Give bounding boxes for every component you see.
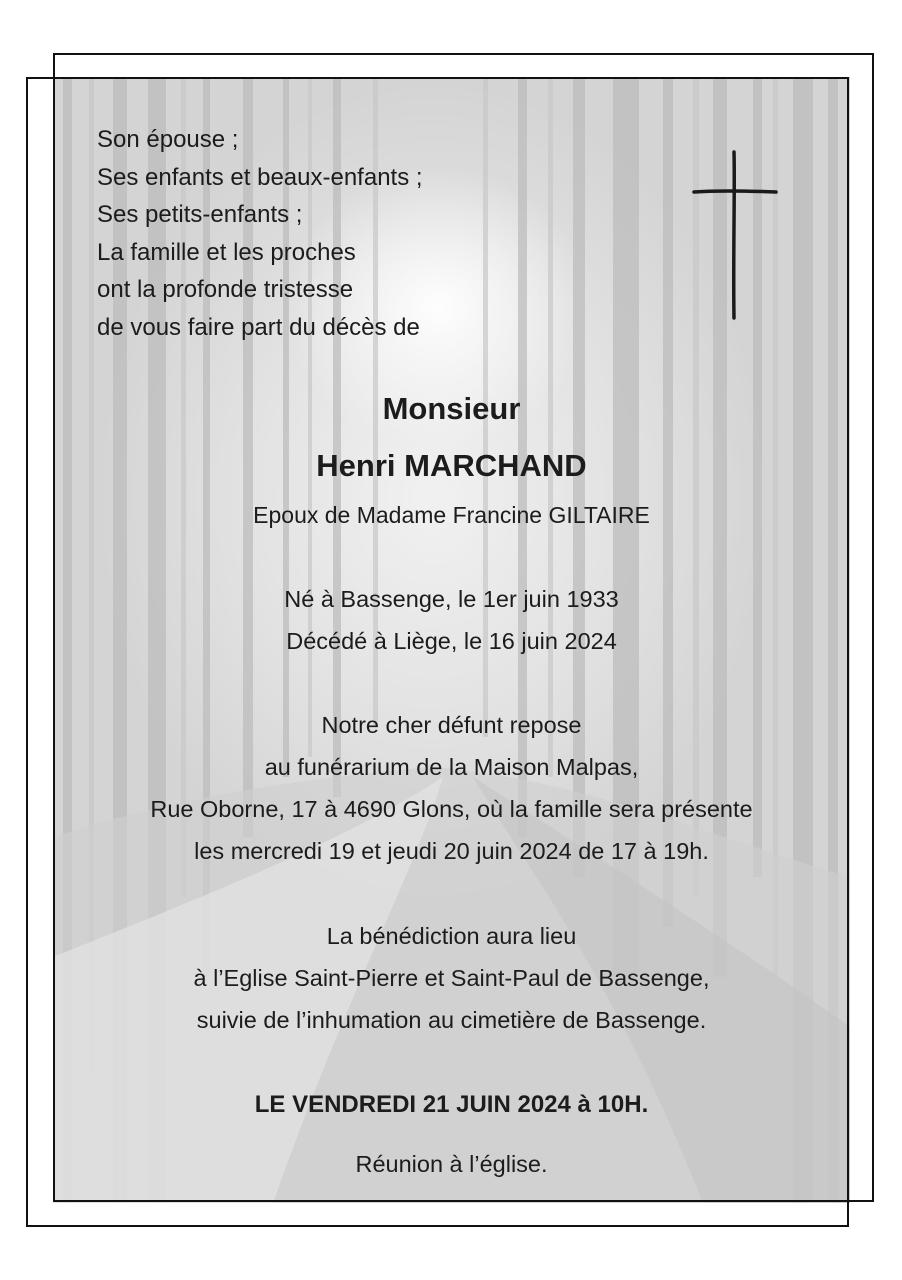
repose-line: les mercredi 19 et jeudi 20 juin 2024 de 17 à 19h. <box>194 838 709 864</box>
repose-line: Rue Oborne, 17 à 4690 Glons, où la famille sera présente <box>150 796 753 822</box>
intro-line: La famille et les proches <box>97 238 356 266</box>
blessing-line: La bénédiction aura lieu <box>326 923 577 949</box>
death-line: Décédé à Liège, le 16 juin 2024 <box>286 628 617 654</box>
repose-line: au funérarium de la Maison Malpas, <box>264 754 639 780</box>
deceased-title: Monsieur <box>382 391 521 426</box>
ceremony-date: LE VENDREDI 21 JUIN 2024 à 10H. <box>254 1091 649 1118</box>
announcement-intro <box>97 121 423 347</box>
intro-line: Ses enfants et beaux-enfants ; <box>97 163 423 191</box>
intro-line: de vous faire part du décès de <box>97 313 420 341</box>
intro-line: ont la profonde tristesse <box>97 276 354 304</box>
cross-icon <box>690 148 780 323</box>
meeting-note: Réunion à l’église. <box>355 1151 548 1177</box>
dates-block <box>53 578 850 662</box>
spouse-line: Epoux de Madame Francine GILTAIRE <box>253 502 650 528</box>
repose-line: Notre cher défunt repose <box>321 712 582 738</box>
intro-line: Ses petits-enfants ; <box>97 201 303 229</box>
deceased-name: Henri MARCHAND <box>316 448 587 483</box>
blessing-line: suivie de l’inhumation au cimetière de Bassenge. <box>196 1007 707 1033</box>
repose-block <box>53 704 850 872</box>
birth-line: Né à Bassenge, le 1er juin 1933 <box>284 586 619 612</box>
intro-line: Son épouse ; <box>97 126 239 153</box>
blessing-line: à l’Eglise Saint-Pierre et Saint-Paul de Bassenge, <box>193 965 710 991</box>
blessing-block <box>53 915 850 1041</box>
